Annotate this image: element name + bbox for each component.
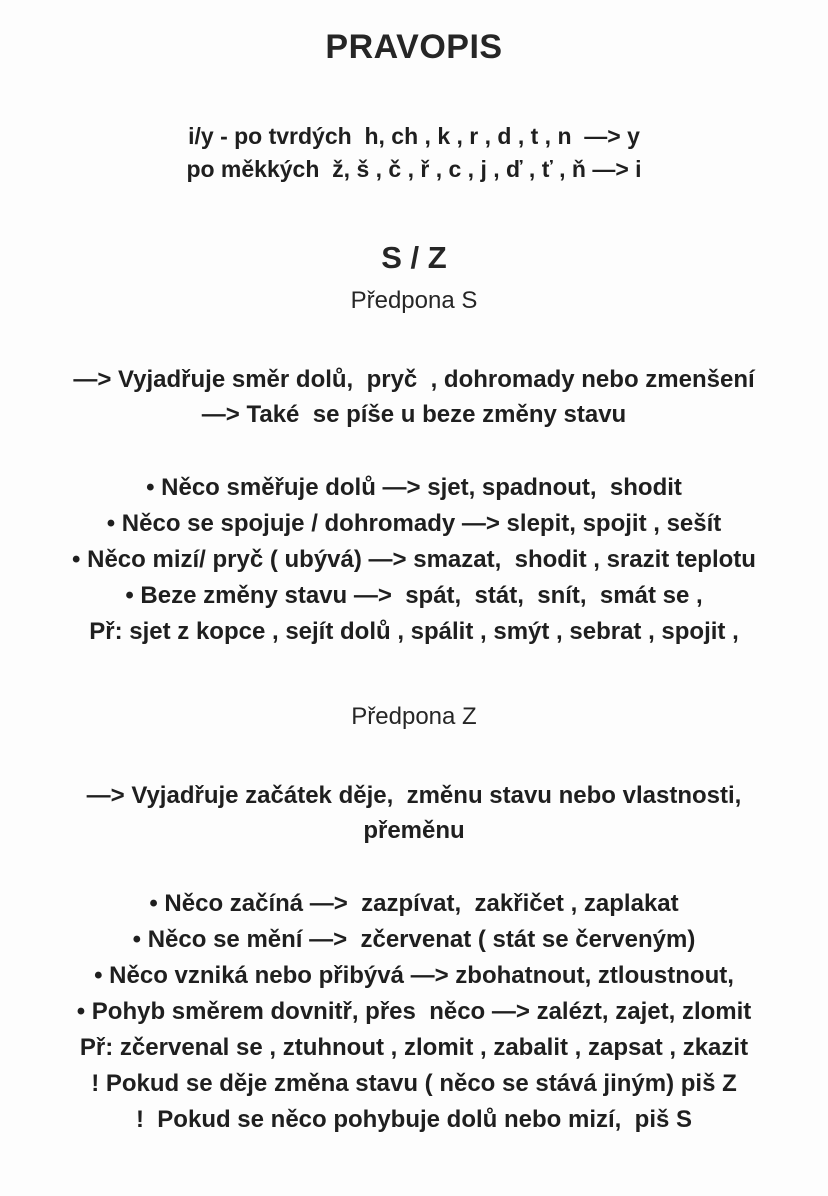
list-item: • Něco vzniká nebo přibývá —> zbohatnout, ztloustnout, <box>94 962 734 989</box>
iy-rule-hard-consonants: i/y - po tvrdých h, ch , k , r , d , t , n —> y <box>188 123 640 149</box>
list-item: • Něco se spojuje / dohromady —> slepit, spojit , sešít <box>106 510 722 537</box>
list-item: • Beze změny stavu —> spát, stát, snít, smát se , <box>125 582 703 609</box>
iy-rules-block <box>0 120 828 186</box>
list-item: • Něco mizí/ pryč ( ubývá) —> smazat, shodit , srazit teplotu <box>72 546 756 573</box>
list-item: • Něco směřuje dolů —> sjet, spadnout, shodit <box>146 474 682 501</box>
prefix-z-definitions <box>0 778 828 848</box>
rule-note-s: ! Pokud se něco pohybuje dolů nebo mizí, piš S <box>135 1106 693 1133</box>
prefix-z-heading-wrap <box>0 700 828 734</box>
notes-page <box>0 26 828 1196</box>
prefix-s-heading: Předpona S <box>350 287 478 314</box>
prefix-z-example: Př: zčervenal se , ztuhnout , zlomit , zabalit , zapsat , zkazit <box>79 1034 749 1061</box>
prefix-s-example: Př: sjet z kopce , sejít dolů , spálit , smýt , sebrat , spojit , <box>89 618 739 645</box>
rule-note-z: ! Pokud se děje změna stavu ( něco se stává jiným) piš Z <box>91 1070 737 1097</box>
list-item: • Něco se mění —> zčervenat ( stát se červeným) <box>132 926 696 953</box>
prefix-z-definition-1: —> Vyjadřuje začátek děje, změnu stavu nebo vlastnosti, <box>86 782 742 809</box>
prefix-s-definition-1: —> Vyjadřuje směr dolů, pryč , dohromady nebo zmenšení <box>73 366 755 393</box>
prefix-z-bullets <box>0 886 828 1138</box>
prefix-z-heading: Předpona Z <box>351 703 477 730</box>
page-title: PRAVOPIS <box>325 28 503 66</box>
iy-rule-soft-consonants: po měkkých ž, š , č , ř , c , j , ď , ť , ň —> i <box>186 156 642 182</box>
prefix-s-definition-2: —> Také se píše u beze změny stavu <box>201 401 627 428</box>
prefix-z-definition-2: přeměnu <box>363 817 465 844</box>
prefix-s-bullets <box>0 470 828 650</box>
sz-section-heading: S / Z <box>381 240 447 275</box>
list-item: • Něco začíná —> zazpívat, zakřičet , zaplakat <box>149 890 679 917</box>
list-item: • Pohyb směrem dovnitř, přes něco —> zalézt, zajet, zlomit <box>76 998 752 1025</box>
prefix-s-definitions <box>0 362 828 432</box>
